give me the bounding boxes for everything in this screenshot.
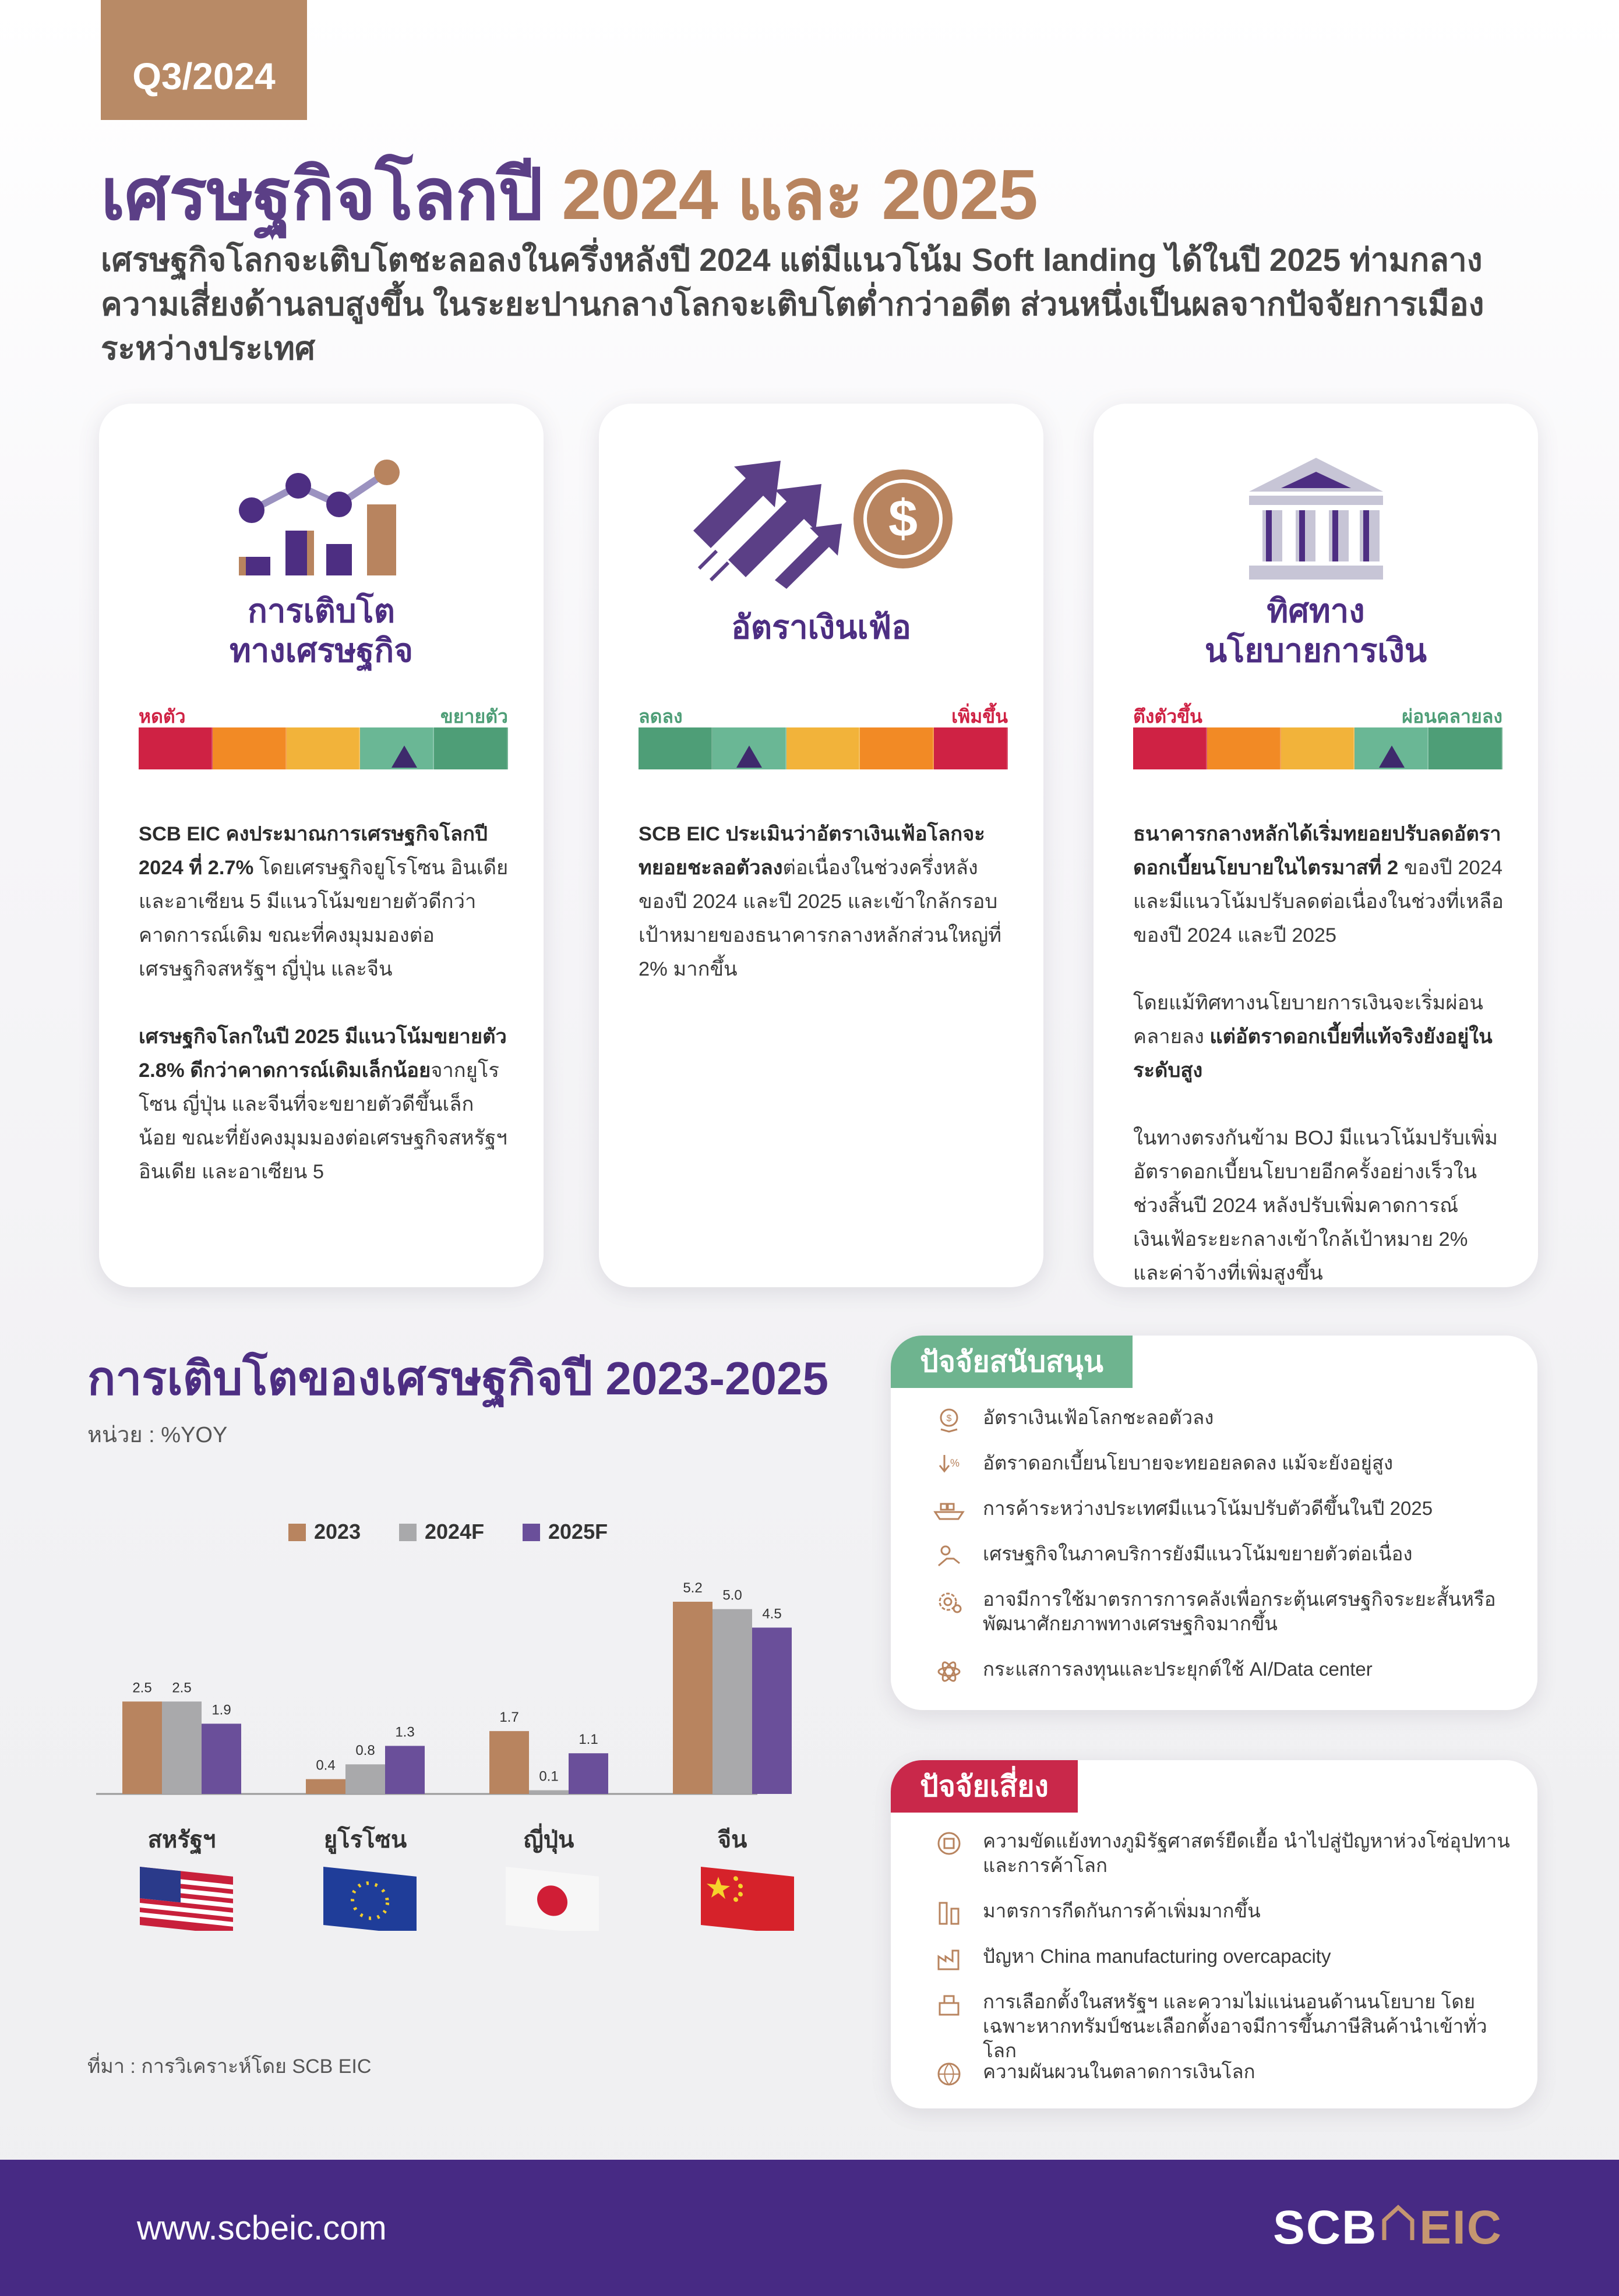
eu-flag-icon	[323, 1867, 417, 1934]
data-label: 0.4	[316, 1757, 336, 1774]
data-label: 1.9	[211, 1702, 231, 1718]
inflation-scale	[639, 702, 1008, 804]
monetary-p1-bold: ธนาคารกลางหลักได้เริ่มทยอยปรับลดอัตราดอกเบี้ยนโยบายในไตรมาสที่ 2	[1133, 823, 1501, 879]
bar	[122, 1701, 162, 1794]
ai-atom-icon	[932, 1657, 967, 1686]
page-subtitle: เศรษฐกิจโลกจะเติบโตชะลอลงในครึ่งหลังปี 2024 แต่มีแนวโน้ม Soft landing ได้ในปี 2025 ท่ามกลางความเสี่ยงด้านลบสูงขึ้น ในระยะปานกลางโลกจะเติบโตต่ำกว่าอดีต ส่วนหนึ่งเป็นผลจากปัจจัยการเมืองระหว่างประเทศ	[101, 242, 1484, 366]
inflation-arrows-dollar-icon	[599, 443, 1043, 589]
quarter-tag: Q3/2024	[101, 0, 307, 120]
item-text: เศรษฐกิจในภาคบริการยังมีแนวโน้มขยายตัวต่อเนื่อง	[983, 1543, 1413, 1564]
category-label: ญี่ปุ่น	[523, 1827, 574, 1853]
list-item	[932, 1496, 1514, 1542]
inflation-card-text	[639, 817, 1011, 1020]
footer	[0, 2160, 1619, 2296]
monetary-p2-text: โดยแม้ทิศทางนโยบายการเงินจะเริ่มผ่อนคลายลง	[1133, 992, 1483, 1048]
scale-bar	[639, 727, 1008, 769]
inflation-p1-bold: SCB EIC ประเมินว่าอัตราเงินเฟ้อโลกจะทยอยชะลอตัวลง	[639, 823, 985, 879]
central-bank-icon	[1094, 443, 1538, 589]
data-label: 0.8	[355, 1743, 375, 1759]
risk-list	[932, 1829, 1514, 2105]
title-part-2: 2024 และ 2025	[562, 155, 1038, 234]
data-label: 0.1	[539, 1768, 559, 1785]
trade-barrier-icon	[932, 1899, 967, 1928]
growth-p2-text: จากยูโรโซน ญี่ปุ่น และจีนที่จะขยายตัวดีขึ้นเล็กน้อย ขณะที่ยังคงมุมมองต่อเศรษฐกิจสหรัฐฯ อินเดีย และอาเซียน 5	[139, 1059, 507, 1183]
globe-volatility-icon	[932, 2060, 967, 2089]
inflation-card-title: อัตราเงินเฟ้อ	[731, 609, 911, 645]
service-hand-icon	[932, 1542, 967, 1571]
list-item	[932, 1657, 1514, 1702]
scale-right-label: ผ่อนคลายลง	[1402, 706, 1502, 727]
title-line-2: นโยบายการเงิน	[1204, 632, 1427, 669]
percent-down-icon	[932, 1451, 967, 1480]
title-line-2: ทางเศรษฐกิจ	[230, 632, 413, 669]
svg-text:$: $	[888, 490, 918, 548]
monetary-card	[1094, 404, 1538, 1287]
list-item	[932, 2060, 1514, 2105]
factory-icon	[932, 1944, 967, 1973]
svg-text:$: $	[946, 1414, 952, 1423]
list-item	[932, 1990, 1514, 2060]
logo-house-icon	[1381, 2200, 1416, 2255]
item-text: การค้าระหว่างประเทศมีแนวโน้มปรับตัวดีขึ้นในปี 2025	[983, 1497, 1433, 1519]
legend-swatch	[523, 1524, 540, 1541]
support-list	[932, 1405, 1514, 1702]
data-label: 4.5	[762, 1606, 782, 1622]
title-part-1: เศรษฐกิจโลกปี	[101, 155, 562, 234]
logo-eic: EIC	[1419, 2201, 1502, 2254]
list-item	[932, 1405, 1514, 1451]
list-item	[932, 1829, 1514, 1899]
china-flag-icon	[701, 1867, 794, 1934]
gear-coin-icon	[932, 1587, 967, 1616]
growth-p1-bold: SCB EIC คงประมาณการเศรษฐกิจโลกปี 2024 ที่ 2.7%	[139, 823, 488, 879]
scale-left-label: ลดลง	[639, 706, 683, 727]
bar	[385, 1746, 425, 1795]
data-label: 2.5	[172, 1680, 192, 1696]
chart-title: การเติบโตของเศรษฐกิจปี 2023-2025	[87, 1352, 828, 1404]
bar	[162, 1701, 202, 1794]
website-link[interactable]: www.scbeic.com	[137, 2209, 387, 2247]
item-text: ความผันผวนในตลาดการเงินโลก	[983, 2061, 1255, 2082]
support-panel-title: ปัจจัยสนับสนุน	[891, 1336, 1133, 1388]
legend-swatch	[399, 1524, 417, 1541]
list-item	[932, 1587, 1514, 1657]
monetary-p2-bold: แต่อัตราดอกเบี้ยที่แท้จริงยังอยู่ในระดับสูง	[1133, 1026, 1493, 1082]
japan-flag-icon	[506, 1867, 599, 1934]
bar	[345, 1764, 385, 1794]
legend-swatch	[288, 1524, 306, 1541]
data-label: 5.2	[683, 1580, 703, 1596]
monetary-card-text	[1133, 817, 1505, 1324]
data-label: 5.0	[722, 1587, 742, 1603]
bar	[569, 1753, 608, 1794]
category-label: สหรัฐฯ	[147, 1827, 216, 1853]
scale-bar	[1133, 727, 1502, 769]
inflation-p1-text: ต่อเนื่องในช่วงครึ่งหลังของปี 2024 และปี 2025 และเข้าใกล้กรอบเป้าหมายของธนาคารกลางหลักส่วนใหญ่ที่ 2% มากขึ้น	[639, 857, 1002, 980]
scb-eic-logo	[1273, 2200, 1502, 2255]
logo-scb: SCB	[1273, 2201, 1378, 2254]
growth-scale	[139, 702, 508, 804]
bar	[673, 1602, 712, 1794]
risk-panel	[891, 1760, 1537, 2108]
bar	[306, 1779, 345, 1794]
growth-card-title	[99, 591, 544, 670]
scale-left-label: ตึงตัวขึ้น	[1133, 706, 1202, 727]
monetary-scale	[1133, 702, 1502, 804]
scale-left-label: หดตัว	[139, 706, 186, 727]
category-label: จีน	[717, 1827, 747, 1853]
list-item	[932, 1451, 1514, 1496]
monetary-card-title	[1094, 591, 1538, 670]
usa-flag-icon	[140, 1867, 233, 1934]
item-text: อัตราดอกเบี้ยนโยบายจะทยอยลดลง แม้จะยังอยู่สูง	[983, 1452, 1394, 1474]
data-label: 2.5	[132, 1680, 152, 1696]
growth-p2-bold: เศรษฐกิจโลกในปี 2025 มีแนวโน้มขยายตัว 2.8% ดีกว่าคาดการณ์เดิมเล็กน้อย	[139, 1026, 507, 1082]
growth-chart-icon	[99, 443, 544, 589]
bar	[712, 1609, 752, 1794]
scale-right-label: ขยายตัว	[440, 706, 508, 727]
monetary-p1-text: ของปี 2024 และมีแนวโน้มปรับลดต่อเนื่องในช่วงที่เหลือของปี 2024 และปี 2025	[1133, 857, 1504, 946]
scale-marker	[391, 746, 417, 768]
scale-marker	[736, 746, 762, 768]
item-text: อาจมีการใช้มาตรการการคลังเพื่อกระตุ้นเศรษฐกิจระยะสั้นหรือพัฒนาศักยภาพทางเศรษฐกิจมากขึ้น	[983, 1588, 1496, 1634]
legend-label: 2023	[314, 1520, 361, 1543]
data-label: 1.3	[395, 1724, 415, 1740]
item-text: ความขัดแย้งทางภูมิรัฐศาสตร์ยืดเยื้อ นำไปสู่ปัญหาห่วงโซ่อุปทานและการค้าโลก	[983, 1830, 1510, 1876]
list-item	[932, 1944, 1514, 1990]
monetary-p3-text: ในทางตรงกันข้าม BOJ มีแนวโน้มปรับเพิ่มอัตราดอกเบี้ยนโยบายอีกครั้งอย่างเร็วในช่วงสิ้นปี 2024 หลังปรับเพิ่มคาดการณ์เงินเฟ้อระยะกลางเข้าใกล้เป้าหมาย 2% และค่าจ้างที่เพิ่มสูงขึ้น	[1133, 1127, 1498, 1284]
scale-bar	[139, 727, 508, 769]
item-text: ปัญหา China manufacturing overcapacity	[983, 1945, 1331, 1967]
cargo-ship-icon	[932, 1496, 967, 1525]
coin-down-icon	[932, 1405, 967, 1435]
bar	[202, 1723, 241, 1794]
item-text: การเลือกตั้งในสหรัฐฯ และความไม่แน่นอนด้านนโยบาย โดยเฉพาะหากทรัมป์ชนะเลือกตั้งอาจมีการขึ้นภาษีสินค้านำเข้าทั่วโลก	[983, 1991, 1487, 2061]
bar	[529, 1790, 569, 1794]
legend-label: 2025F	[548, 1520, 608, 1543]
item-text: อัตราเงินเฟ้อโลกชะลอตัวลง	[983, 1407, 1214, 1428]
chart-unit: หน่วย : %YOY	[87, 1423, 228, 1447]
item-text: กระแสการลงทุนและประยุกต์ใช้ AI/Data center	[983, 1658, 1373, 1680]
growth-card	[99, 404, 544, 1287]
data-label: 1.1	[579, 1732, 598, 1748]
chart-source: ที่มา : การวิเคราะห์โดย SCB EIC	[87, 2055, 372, 2078]
growth-p1-text: โดยเศรษฐกิจยูโรโซน อินเดีย และอาเซียน 5 มีแนวโน้มขยายตัวดีกว่าคาดการณ์เดิม ขณะที่คงมุมมองต่อเศรษฐกิจสหรัฐฯ ญี่ปุ่น และจีน	[139, 857, 509, 980]
support-panel	[891, 1336, 1537, 1710]
page-title	[101, 137, 1038, 250]
bar	[752, 1627, 792, 1794]
scale-marker	[1379, 746, 1405, 768]
title-line-1: ทิศทาง	[1267, 592, 1365, 629]
data-label: 1.7	[499, 1709, 519, 1726]
list-item	[932, 1542, 1514, 1587]
risk-panel-title: ปัจจัยเสี่ยง	[891, 1760, 1078, 1813]
svg-text:%: %	[950, 1457, 960, 1469]
election-icon	[932, 1990, 967, 2019]
geopolitics-icon	[932, 1829, 967, 1858]
legend-label: 2024F	[425, 1520, 485, 1543]
growth-card-text	[139, 817, 511, 1223]
inflation-card	[599, 404, 1043, 1287]
title-line-1: การเติบโต	[248, 592, 395, 629]
item-text: มาตรการกีดกันการค้าเพิ่มมากขึ้น	[983, 1900, 1261, 1921]
list-item	[932, 1899, 1514, 1944]
category-label: ยูโรโซน	[323, 1827, 407, 1853]
scale-right-label: เพิ่มขึ้น	[951, 706, 1008, 727]
bar	[489, 1731, 529, 1794]
